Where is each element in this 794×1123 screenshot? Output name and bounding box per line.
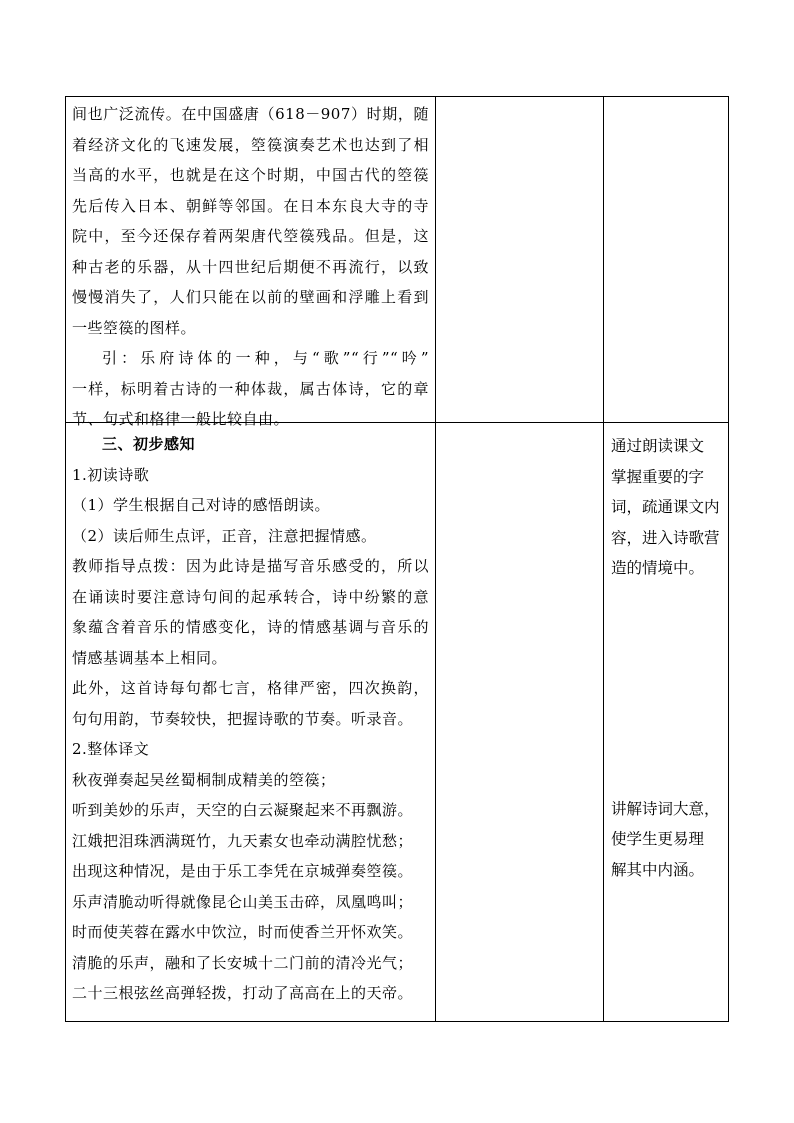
text-line: （2）读后师生点评，正音，注意把握情感。 xyxy=(72,526,377,545)
middle-cell xyxy=(436,97,604,423)
text-line: 教师指导点拨：因为此诗是描写音乐感受的，所以 xyxy=(72,557,429,575)
section-heading: 三、初步感知 xyxy=(102,435,196,453)
text-line: 象蕴含着音乐的情感变化，诗的情感基调与音乐的 xyxy=(72,618,429,636)
text-line: 着经济文化的飞速发展，箜篌演奏艺术也达到了相 xyxy=(72,135,429,154)
lesson-plan-table xyxy=(65,96,729,1022)
purpose-line: 掌握重要的字 xyxy=(611,467,705,486)
text-line: 句句用韵，节奏较快，把握诗歌的节奏。听录音。 xyxy=(72,709,414,728)
table-row xyxy=(66,423,729,1022)
text-line: 节、句式和格律一般比较自由。 xyxy=(72,410,290,428)
translation-line: 乐声清脆动听得就像昆仑山美玉击碎，凤凰鸣叫； xyxy=(72,892,414,911)
purpose-line: 造的情境中。 xyxy=(611,559,705,577)
content-cell xyxy=(66,97,436,428)
text-line: 先后传入日本、朝鲜等邻国。在日本东良大寺的寺 xyxy=(72,196,429,215)
text-line: 一样，标明着古诗的一种体裁，属古体诗，它的章 xyxy=(72,379,429,398)
translation-line: 听到美妙的乐声，天空的白云凝聚起来不再飘游。 xyxy=(72,801,414,819)
text-line: 当高的水平，也就是在这个时期，中国古代的箜篌 xyxy=(72,166,429,184)
translation-line: 二十三根弦丝高弹轻拨，打动了高高在上的天帝。 xyxy=(72,984,414,1002)
text-line: 间也广泛流传。在中国盛唐（618－907）时期，随 xyxy=(72,105,429,123)
translation-line: 秋夜弹奏起吴丝蜀桐制成精美的箜篌； xyxy=(72,770,336,789)
translation-line: 江娥把泪珠洒满斑竹，九天素女也牵动满腔忧愁； xyxy=(72,831,414,850)
middle-cell xyxy=(436,423,604,1022)
translation-line: 出现这种情况，是由于乐工李凭在京城弹奏箜篌。 xyxy=(72,862,414,880)
text-line: 引：乐府诗体的一种，与“歌”“行”“吟” xyxy=(102,349,429,367)
text-line: （1）学生根据自己对诗的感悟朗读。 xyxy=(72,496,331,514)
purpose-line: 容，进入诗歌营 xyxy=(611,528,720,547)
translation-line: 时而使芙蓉在露水中饮泣，时而使香兰开怀欢笑。 xyxy=(72,923,414,941)
purpose-line: 解其中内涵。 xyxy=(611,860,705,879)
text-line: 慢慢消失了，人们只能在以前的壁画和浮雕上看到 xyxy=(72,288,429,306)
purpose-line: 通过朗读课文 xyxy=(611,437,705,455)
subsection-heading: 2.整体译文 xyxy=(72,740,150,758)
translation-line: 清脆的乐声，融和了长安城十二门前的清冷光气； xyxy=(72,953,414,972)
text-line: 院中，至今还保存着两架唐代箜篌残品。但是，这 xyxy=(72,227,429,245)
content-cell xyxy=(66,423,436,1022)
text-line: 一些箜篌的图样。 xyxy=(72,318,197,337)
text-line: 此外，这首诗每句都七言，格律严密，四次换韵， xyxy=(72,679,429,697)
purpose-line: 讲解诗词大意， xyxy=(611,799,720,818)
text-line: 在诵读时要注意诗句间的起承转合，诗中纷繁的意 xyxy=(72,587,429,606)
purpose-cell xyxy=(604,97,729,423)
table-row xyxy=(66,97,729,423)
purpose-line: 使学生更易理 xyxy=(611,830,705,848)
text-line: 种古老的乐器，从十四世纪后期便不再流行，以致 xyxy=(72,257,429,276)
purpose-cell xyxy=(604,423,729,1022)
subsection-heading: 1.初读诗歌 xyxy=(72,465,150,484)
purpose-line: 词，疏通课文内 xyxy=(611,498,720,516)
text-line: 情感基调基本上相同。 xyxy=(72,648,228,667)
